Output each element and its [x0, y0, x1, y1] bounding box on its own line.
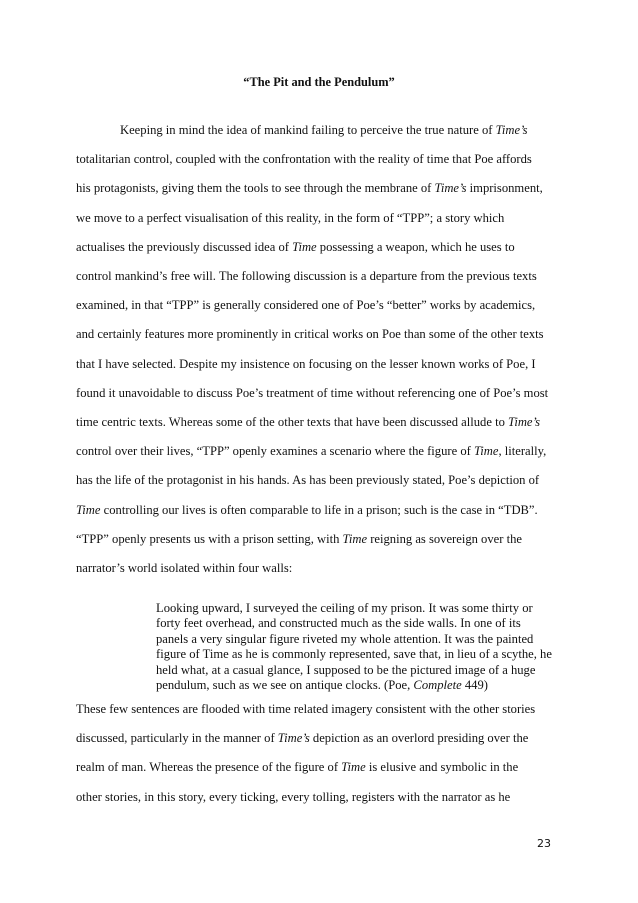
paragraph1-line [76, 210, 504, 226]
text-run: actualises the previously discussed idea of [76, 239, 293, 254]
italic-text: Time’s [508, 415, 540, 429]
italic-text: Time’s [277, 731, 310, 746]
text-run: These few sentences are flooded with time related imagery consistent with the other stories [76, 702, 536, 716]
text-run: “TPP” openly presents us with a prison setting, with [76, 531, 343, 546]
paragraph1-line [120, 122, 528, 138]
text-run: realm of man. Whereas the presence of the figure of [76, 760, 342, 775]
paragraph1-line [76, 502, 538, 518]
paragraph2-line [76, 701, 535, 717]
text-run: control mankind’s free will. The following discussion is a departure from the previous texts [76, 269, 537, 283]
text-run: depiction as an overlord presiding over the [309, 731, 529, 746]
paragraph1-line [76, 180, 543, 196]
text-run: panels a very singular figure riveted my whole attention. It was the painted [156, 631, 534, 646]
blockquote-line [156, 677, 488, 693]
text-run: pendulum, such as we see on antique clocks. (Poe, [156, 678, 414, 692]
text-run: totalitarian control, coupled with the confrontation with the reality of time that Poe affords [76, 152, 532, 167]
text-run: 449) [461, 678, 488, 692]
paragraph2-line [76, 789, 510, 805]
text-run: and certainly features more prominently in critical works on Poe than some of the other texts [76, 327, 544, 342]
text-run: Keeping in mind the idea of mankind failing to perceive the true nature of [120, 123, 496, 137]
text-run: figure of Time as he is commonly represented, save that, in lieu of a scythe, he [156, 647, 552, 662]
text-run: his protagonists, giving them the tools to see through the membrane of [76, 181, 435, 196]
text-run: narrator’s world isolated within four walls: [76, 561, 293, 575]
italic-text: Time [292, 239, 317, 254]
paragraph1-line [76, 297, 535, 313]
paragraph1-line [76, 443, 546, 459]
chapter-title: “The Pit and the Pendulum” [243, 75, 395, 89]
text-run: we move to a perfect visualisation of this reality, in the form of “TPP”; a story which [76, 210, 505, 225]
blockquote-line [156, 600, 533, 616]
paragraph1-line [76, 151, 532, 167]
text-run: that I have selected. Despite my insistence on focusing on the lesser known works of Poe, I [76, 356, 536, 371]
text-run: reigning as sovereign over the [367, 531, 522, 546]
paragraph2-line [76, 730, 528, 746]
paragraph2-line [76, 759, 518, 775]
blockquote-line [156, 615, 521, 631]
italic-text: Time’s [434, 181, 467, 196]
paragraph1-line [76, 239, 515, 255]
blockquote-line [156, 646, 552, 662]
text-run: controlling our lives is often comparable to life in a prison; such is the case in “TDB”. [100, 502, 538, 517]
text-run: other stories, in this story, every ticking, every tolling, registers with the narrator as he [76, 789, 511, 804]
text-run: imprisonment, [466, 181, 543, 196]
text-run: , literally, [498, 444, 547, 459]
page-number: 23 [537, 837, 551, 850]
paragraph1-line [76, 268, 537, 284]
blockquote-line [156, 631, 533, 647]
italic-text: Time [473, 444, 499, 459]
text-run: has the life of the protagonist in his hands. As has been previously stated, Poe’s depiction of [76, 473, 540, 488]
italic-text: Time [76, 502, 101, 517]
italic-text: Time’s [495, 123, 528, 137]
italic-text: Complete [413, 678, 462, 692]
paragraph1-line [76, 472, 539, 488]
italic-text: Time [342, 531, 368, 546]
text-run: held what, at a casual glance, I supposed to be the pictured image of a huge [156, 662, 536, 677]
text-run: examined, in that “TPP” is generally considered one of Poe’s “better” works by academics, [76, 298, 536, 313]
paragraph1-line [76, 560, 292, 576]
text-run: forty feet overhead, and constructed much as the side walls. In one of its [156, 616, 521, 631]
paragraph1-line [76, 326, 544, 342]
text-run: discussed, particularly in the manner of [76, 731, 278, 746]
paragraph1-line [76, 356, 536, 372]
paragraph1-line [76, 385, 548, 401]
text-run: control over their lives, “TPP” openly examines a scenario where the figure of [76, 444, 474, 459]
italic-text: Time [341, 760, 366, 775]
paragraph1-line [76, 414, 540, 430]
text-run: found it unavoidable to discuss Poe’s treatment of time without referencing one of Poe’s most [76, 385, 549, 400]
text-run: is elusive and symbolic in the [365, 760, 519, 775]
text-run: Looking upward, I surveyed the ceiling of my prison. It was some thirty or [156, 601, 533, 615]
paragraph1-line [76, 531, 522, 547]
blockquote-line [156, 662, 535, 678]
text-run: possessing a weapon, which he uses to [316, 239, 515, 254]
text-run: time centric texts. Whereas some of the other texts that have been discussed allude to [76, 415, 509, 429]
